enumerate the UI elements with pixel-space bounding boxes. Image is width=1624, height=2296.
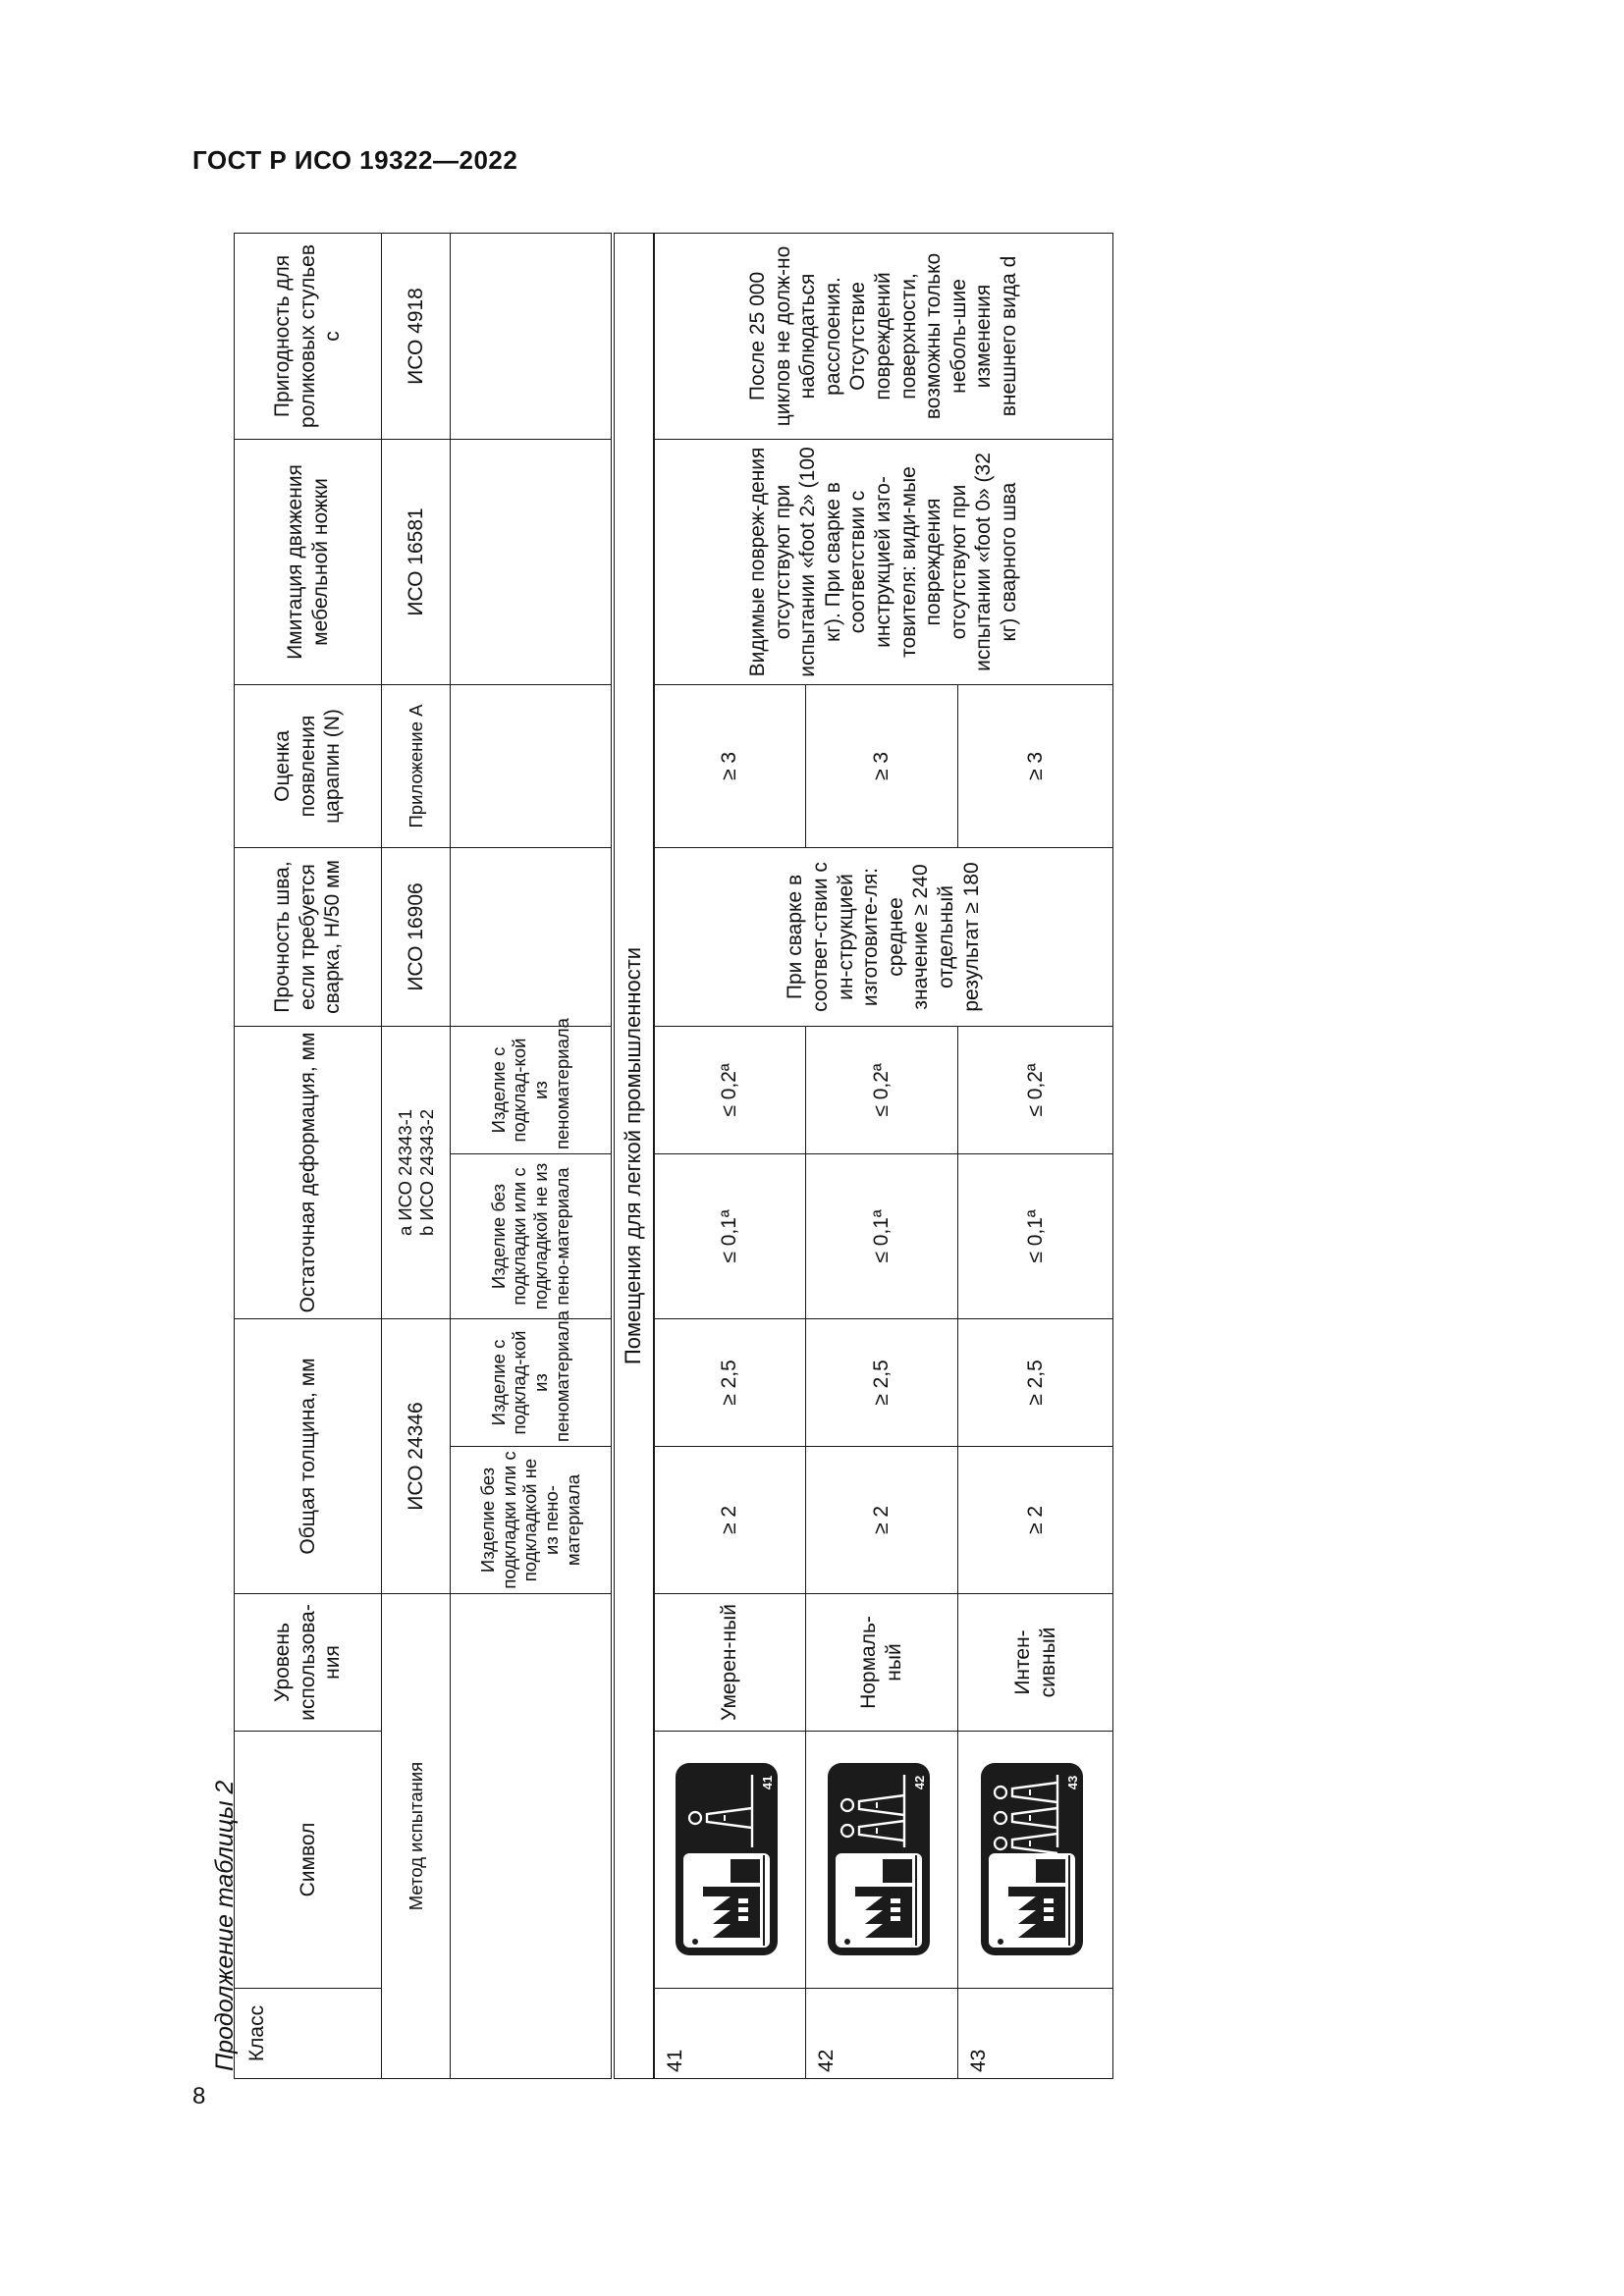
table-continuation-caption: Продолжение таблицы 2 (211, 1780, 239, 2071)
method-scratch: Приложение А (382, 684, 451, 847)
furniture-leg-requirement: Видимые повреж-дения отсутствуют при испытании «foot 2» (100 кг). При сварке в соответствии с инструкцией изго-товителя: види-мые повреждения отсутствуют при испытании «foot 0» (32 кг) сварного шва (654, 439, 1113, 684)
thickness-with-foam: ≥ 2,5 (806, 1319, 958, 1447)
class-symbol-41 (654, 1732, 806, 1989)
method-leg: ИСО 16581 (382, 439, 451, 684)
industry-class-icon (826, 1762, 932, 1958)
method-thickness: ИСО 24346 (382, 1319, 451, 1594)
header-usage-level: Уровень использова-ния (235, 1594, 382, 1732)
section-row (613, 233, 654, 2078)
header-furniture-leg: Имитация движения мебельной ножки (235, 439, 382, 684)
method-deformation (382, 1026, 451, 1318)
header-seam-strength: Прочность шва, если требуется сварка, Н/50 мм (235, 847, 382, 1026)
thickness-with-foam: ≥ 2,5 (958, 1319, 1113, 1447)
classification-table (234, 234, 1112, 2079)
header-castor-chairs: Пригодность для роликовых стульев c (235, 233, 382, 439)
method-seam: ИСО 16906 (382, 847, 451, 1026)
class-badge-number: 43 (1065, 1776, 1081, 1790)
test-method-label: Метод испытания (382, 1594, 451, 2079)
sub-header-thickness-without-foam: Изделие без подкладки или с подкладкой не из пено-материала (451, 1447, 613, 1594)
class-number: 41 (654, 1989, 806, 2079)
deformation-with-foam: ≤ 0,2ª (806, 1026, 958, 1153)
deformation-without-foam: ≤ 0,1ª (958, 1154, 1113, 1319)
class-number: 43 (958, 1989, 1113, 2079)
class-badge-number: 41 (759, 1776, 775, 1790)
header-residual-deformation: Остаточная деформация, мм (235, 1026, 382, 1318)
header-total-thickness: Общая толщина, мм (235, 1319, 382, 1594)
table-header-row (235, 233, 382, 2078)
test-method-row (382, 233, 451, 2078)
class-number: 42 (806, 1989, 958, 2079)
sub-header-deformation-without-foam: Изделие без подкладки или с подкладкой не из пено-материала (451, 1154, 613, 1319)
sub-header-row (451, 233, 613, 2078)
deformation-without-foam: ≤ 0,1ª (806, 1154, 958, 1319)
class-badge-number: 42 (911, 1776, 927, 1790)
method-deformation-b: b ИСО 24343-2 (415, 1108, 437, 1237)
usage-level: Интен-сивный (958, 1594, 1113, 1732)
page-number: 8 (192, 2083, 206, 2109)
usage-level: Умерен-ный (654, 1594, 806, 1732)
thickness-without-foam: ≥ 2 (958, 1447, 1113, 1594)
document-title: ГОСТ Р ИСО 19322—2022 (192, 145, 518, 175)
sub-header-deformation-with-foam: Изделие с подклад-кой из пеноматериала (451, 1026, 613, 1153)
header-class: Класс (235, 1989, 382, 2079)
scratch-rating: ≥ 3 (654, 684, 806, 847)
header-symbol: Символ (235, 1732, 382, 1989)
method-deformation-a: a ИСО 24343-1 (394, 1108, 415, 1237)
class-symbol-43 (958, 1732, 1113, 1989)
deformation-with-foam: ≤ 0,2ª (958, 1026, 1113, 1153)
deformation-without-foam: ≤ 0,1ª (654, 1154, 806, 1319)
table-row (654, 233, 806, 2078)
scratch-rating: ≥ 3 (958, 684, 1113, 847)
deformation-with-foam: ≤ 0,2ª (654, 1026, 806, 1153)
thickness-with-foam: ≥ 2,5 (654, 1319, 806, 1447)
section-title: Помещения для легкой промышленности (613, 233, 654, 2078)
castor-chair-requirement: После 25 000 циклов не долж-но наблюдаться расслоения. Отсутствие повреждений поверхности, возможны только неболь-шие изменения внешнего вида d (654, 233, 1113, 439)
industry-class-icon (979, 1762, 1085, 1958)
seam-strength-requirement: При сварке в соответ-ствии с ин-струкцией изготовите-ля: среднее значение ≥ 240 отдельный результат ≥ 180 (654, 847, 1113, 1026)
method-chairs: ИСО 4918 (382, 233, 451, 439)
thickness-without-foam: ≥ 2 (806, 1447, 958, 1594)
usage-level: Нормаль-ный (806, 1594, 958, 1732)
scratch-rating: ≥ 3 (806, 684, 958, 847)
thickness-without-foam: ≥ 2 (654, 1447, 806, 1594)
class-symbol-42 (806, 1732, 958, 1989)
header-scratch-rating: Оценка появления царапин (N) (235, 684, 382, 847)
industry-class-icon (674, 1762, 780, 1958)
sub-header-thickness-with-foam: Изделие с подклад-кой из пеноматериала (451, 1319, 613, 1447)
